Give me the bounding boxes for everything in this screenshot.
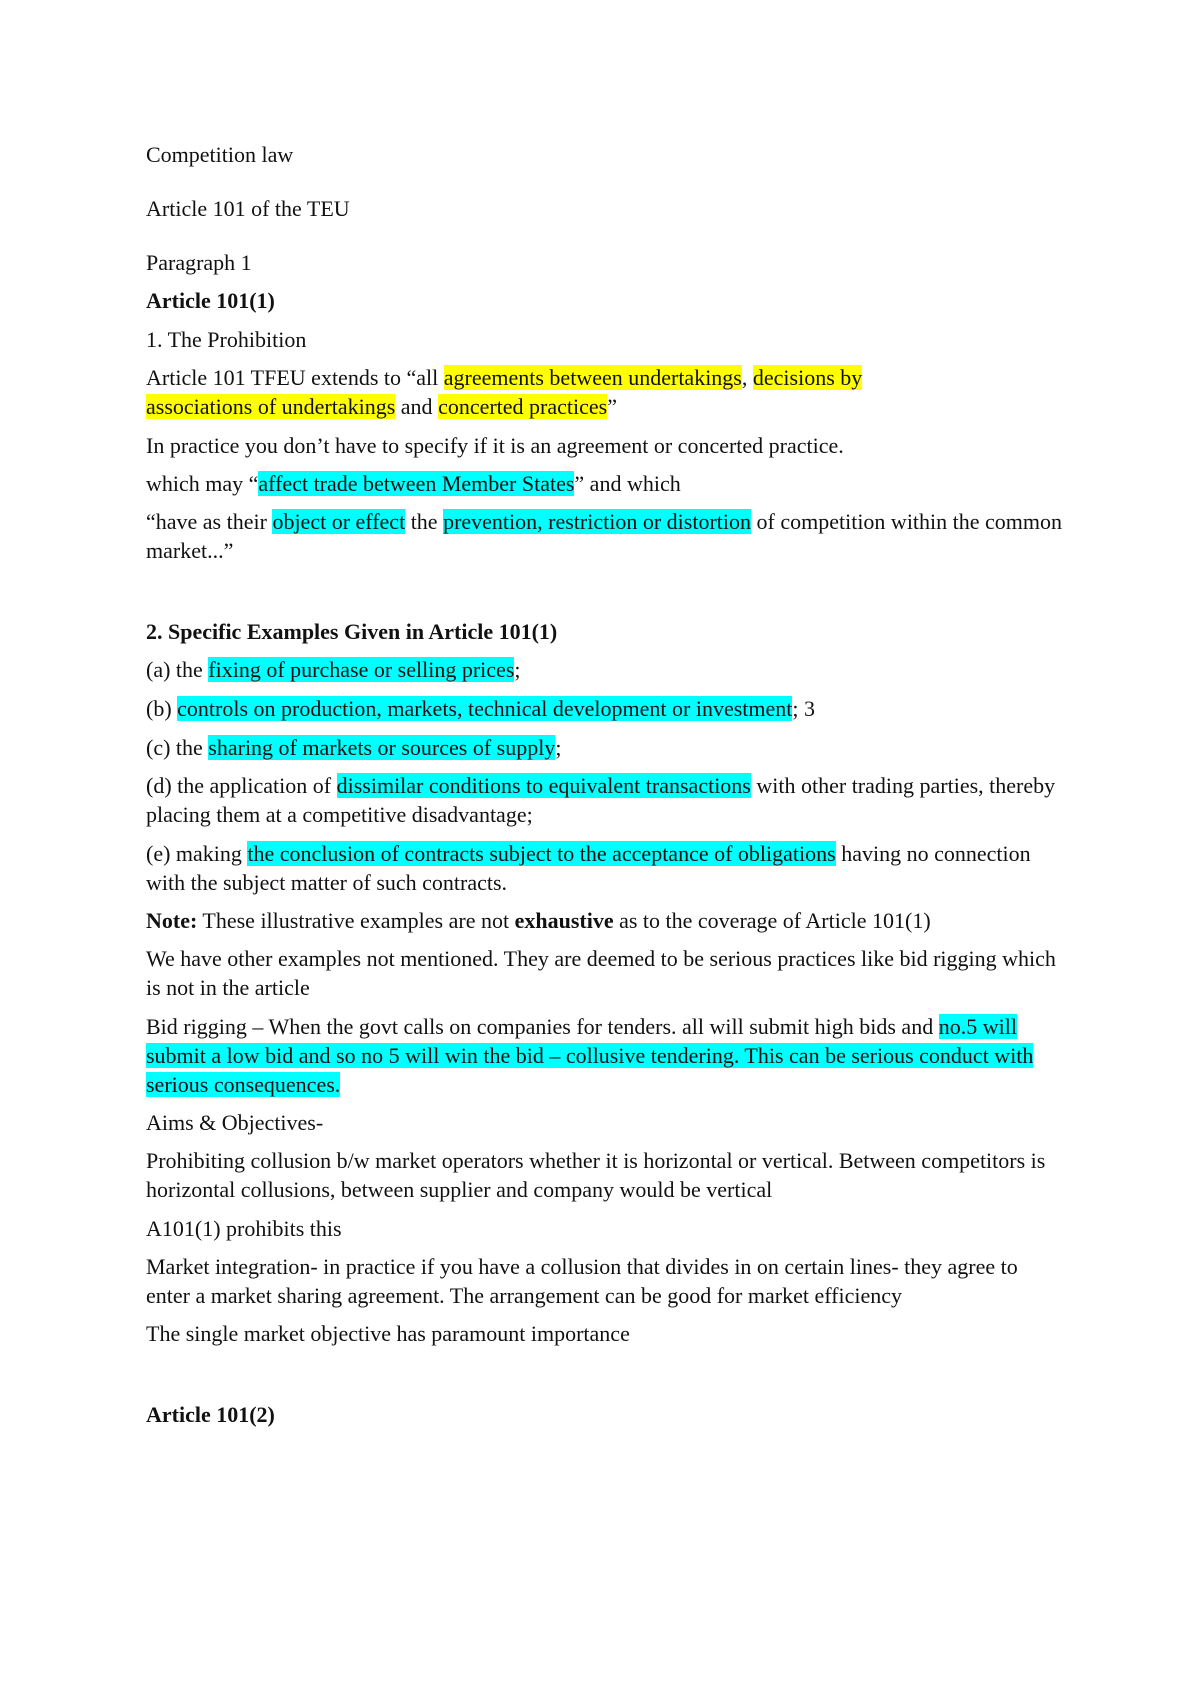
document-page [146, 140, 1066, 1429]
prohibiting-paragraph: Prohibiting collusion b/w market operators whether it is horizontal or vertical. Between competitors is horizontal collusions, between supplier and company would be vertical [146, 1148, 1046, 1202]
article-heading: Article 101 of the TEU [146, 196, 350, 221]
bold-word: exhaustive [514, 908, 614, 933]
a101-paragraph: A101(1) prohibits this [146, 1216, 342, 1241]
text: “have as their [146, 509, 273, 534]
text: the [405, 509, 444, 534]
text: having no connection with the subject matter of such contracts. [146, 841, 1031, 895]
section-heading-101-2: Article 101(2) [146, 1402, 275, 1427]
text: Article 101 TFEU extends to “all [146, 365, 444, 390]
highlight: affect trade between Member States [258, 471, 575, 496]
text: ” and which [574, 471, 681, 496]
text: Bid rigging – When the govt calls on companies for tenders. all will submit high bids and [146, 1014, 939, 1039]
example-b [146, 694, 1066, 723]
highlight: the conclusion of contracts subject to the acceptance of obligations [247, 841, 836, 866]
affect-paragraph [146, 469, 1066, 498]
note-paragraph [146, 906, 1066, 935]
text: (d) the application of [146, 773, 337, 798]
text: (e) making [146, 841, 248, 866]
text: ; 3 [792, 696, 816, 721]
highlight: agreements between undertakings [443, 365, 742, 390]
example-e [146, 839, 1066, 897]
example-c [146, 733, 1066, 762]
single-market-paragraph: The single market objective has paramount importance [146, 1321, 630, 1346]
highlight: dissimilar conditions to equivalent transactions [336, 773, 751, 798]
text: (b) [146, 696, 178, 721]
note-label: Note: [146, 908, 198, 933]
text: as to the coverage of Article 101(1) [613, 908, 931, 933]
paragraph-label: Paragraph 1 [146, 250, 252, 275]
highlight: object or effect [272, 509, 406, 534]
object-paragraph [146, 507, 1066, 565]
highlight: decisions by [752, 365, 863, 390]
doc-title: Competition law [146, 142, 294, 167]
prohibition-heading: 1. The Prohibition [146, 327, 307, 352]
text: with other trading parties, thereby placing them at a competitive disadvantage; [146, 773, 1056, 827]
bid-rigging-paragraph [146, 1012, 1066, 1099]
example-a [146, 655, 1066, 684]
text: These illustrative examples are not [197, 908, 515, 933]
text: , [741, 365, 753, 390]
text: (c) the [146, 735, 209, 760]
aims-heading: Aims & Objectives- [146, 1110, 324, 1135]
highlight: sharing of markets or sources of supply [208, 735, 556, 760]
highlight: prevention, restriction or distortion [443, 509, 752, 534]
section-heading-101-1: Article 101(1) [146, 288, 275, 313]
text: ” [607, 394, 617, 419]
highlight: controls on production, markets, technical development or investment [177, 696, 793, 721]
other-examples-paragraph: We have other examples not mentioned. They are deemed to be serious practices like bid rigging which is not in the article [146, 946, 1056, 1000]
highlight: fixing of purchase or selling prices [208, 657, 515, 682]
highlight: associations of undertakings [146, 394, 396, 419]
text: and [395, 394, 439, 419]
text: (a) the [146, 657, 209, 682]
extends-paragraph [146, 363, 1066, 421]
market-integration-paragraph: Market integration- in practice if you have a collusion that divides in on certain lines- they agree to enter a market sharing agreement. The arrangement can be good for market efficiency [146, 1254, 1018, 1308]
highlight: no.5 will submit a low bid and so no 5 will win the bid – collusive tendering. This can be serious conduct with serious consequences. [146, 1014, 1034, 1097]
text: ; [555, 735, 562, 760]
text: of competition within the common market...” [146, 509, 1063, 563]
examples-heading: 2. Specific Examples Given in Article 101(1) [146, 619, 558, 644]
example-d [146, 771, 1066, 829]
highlight: concerted practices [438, 394, 608, 419]
text: ; [514, 657, 521, 682]
text: which may “ [146, 471, 259, 496]
practice-paragraph: In practice you don’t have to specify if it is an agreement or concerted practice. [146, 433, 844, 458]
